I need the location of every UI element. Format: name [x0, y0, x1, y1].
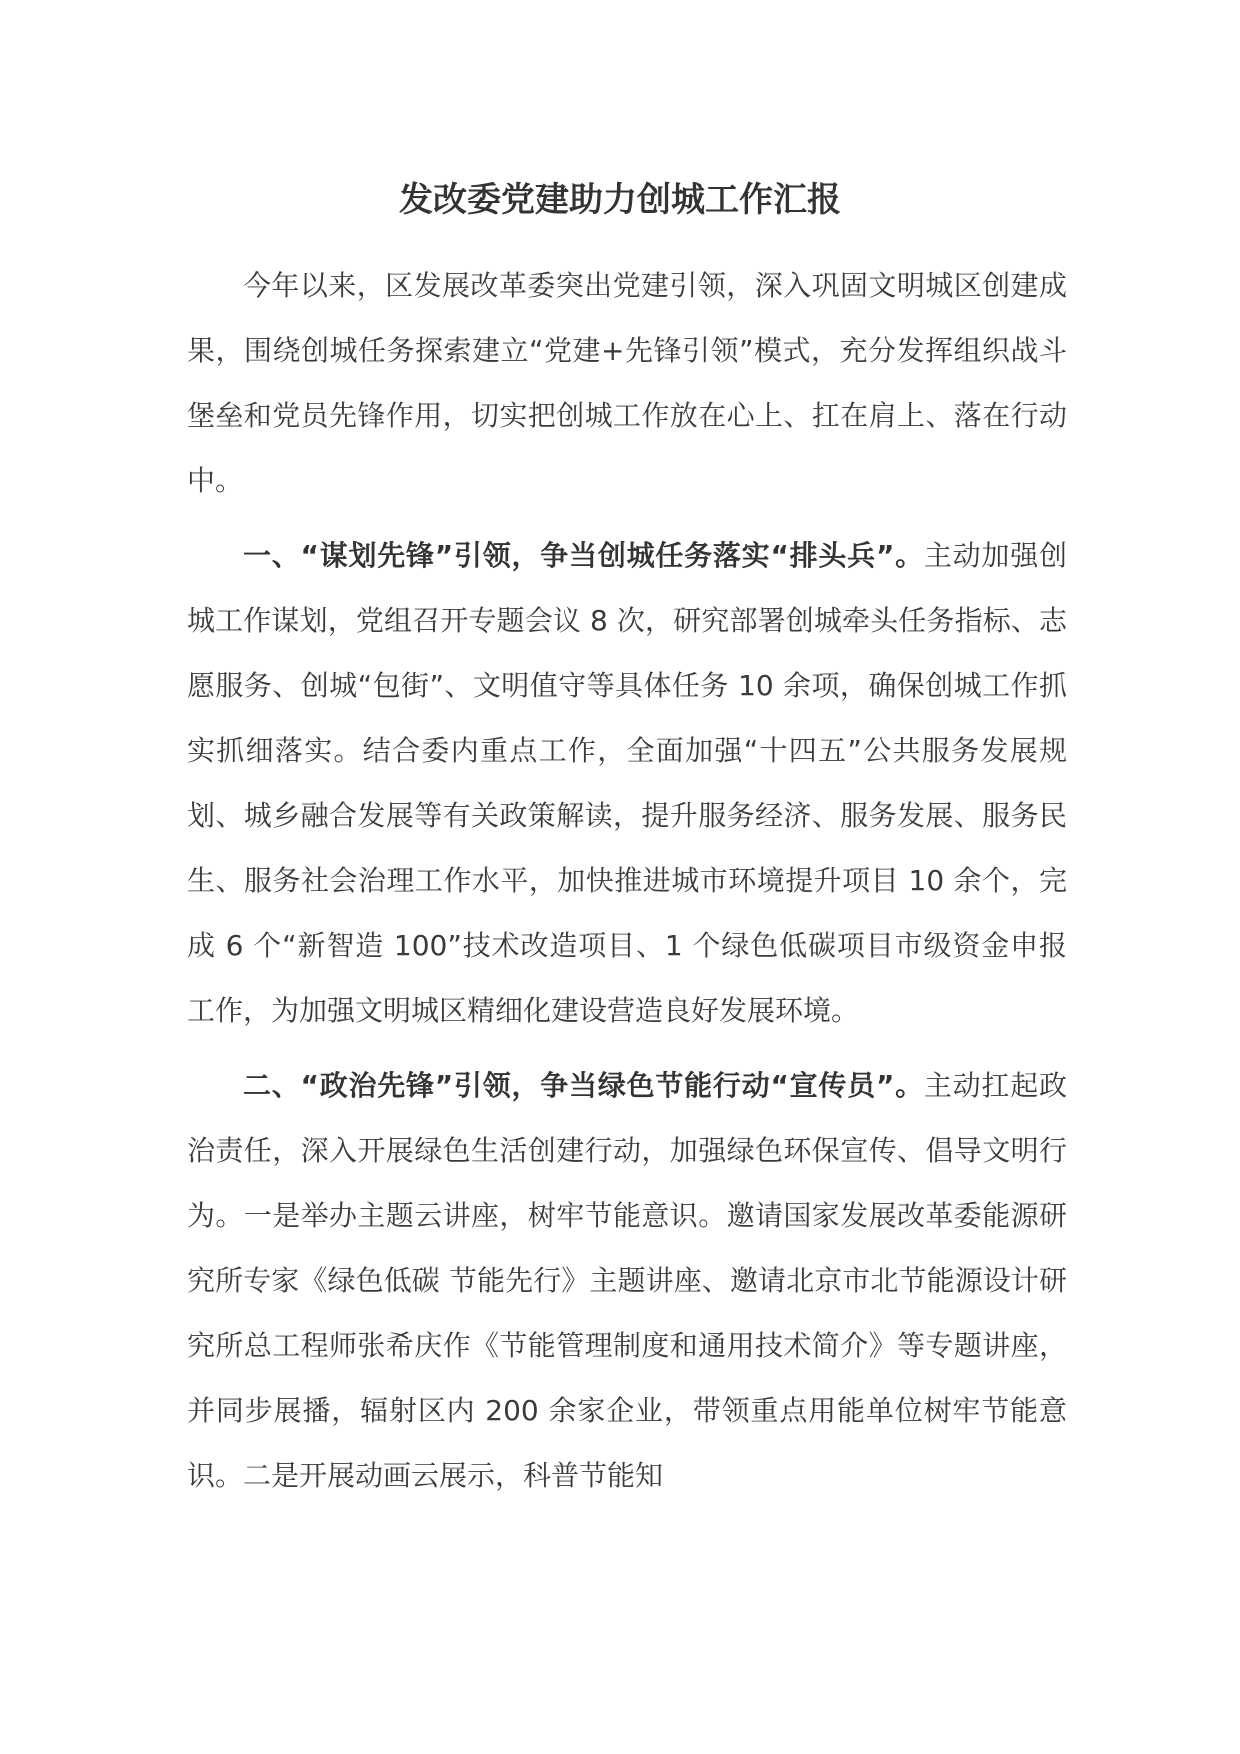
paragraph-text: 主动扛起政治责任，深入开展绿色生活创建行动，加强绿色环保宣传、倡导文明行为。一是举办主题云讲座，树牢节能意识。邀请国家发展改革委能源研究所专家《绿色低碳 节能先行》主题讲座、邀请北京市北节能源设计研究所总工程师张希庆作《节能管理制度和通用技术简介》等专题讲座，并同步展播，辐射区内 200 余家企业，带领重点用能单位树牢节能意识。二是开展动画云展示，科普节能知 — [187, 1069, 1067, 1492]
document-body — [187, 253, 1067, 1508]
document-title: 发改委党建助力创城工作汇报 — [399, 180, 841, 220]
paragraph-intro — [187, 253, 1067, 513]
paragraph-text: 主动加强创城工作谋划，党组召开专题会议 8 次，研究部署创城牵头任务指标、志愿服务、创城“包街”、文明值守等具体任务 10 余项，确保创城工作抓实抓细落实。结合委内重点工作，全面加强“十四五”公共服务发展规划、城乡融合发展等有关政策解读，提升服务经济、服务发展、服务民生、服务社会治理工作水平，加快推进城市环境提升项目 10 余个，完成 6 个“新智造 100”技术改造项目、1 个绿色低碳项目市级资金申报工作，为加强文明城区精细化建设营造良好发展环境。 — [187, 539, 1067, 1027]
paragraph-text: 今年以来，区发展改革委突出党建引领，深入巩固文明城区创建成果，围绕创城任务探索建立“党建+先锋引领”模式，充分发挥组织战斗堡垒和党员先锋作用，切实把创城工作放在心上、扛在肩上、落在行动中。 — [187, 269, 1067, 497]
paragraph-section-1 — [187, 523, 1067, 1043]
paragraph-heading: 二、“政治先锋”引领，争当绿色节能行动“宣传员”。 — [243, 1069, 924, 1102]
paragraph-section-2 — [187, 1053, 1067, 1508]
paragraph-heading: 一、“谋划先锋”引领，争当创城任务落实“排头兵”。 — [243, 539, 924, 572]
